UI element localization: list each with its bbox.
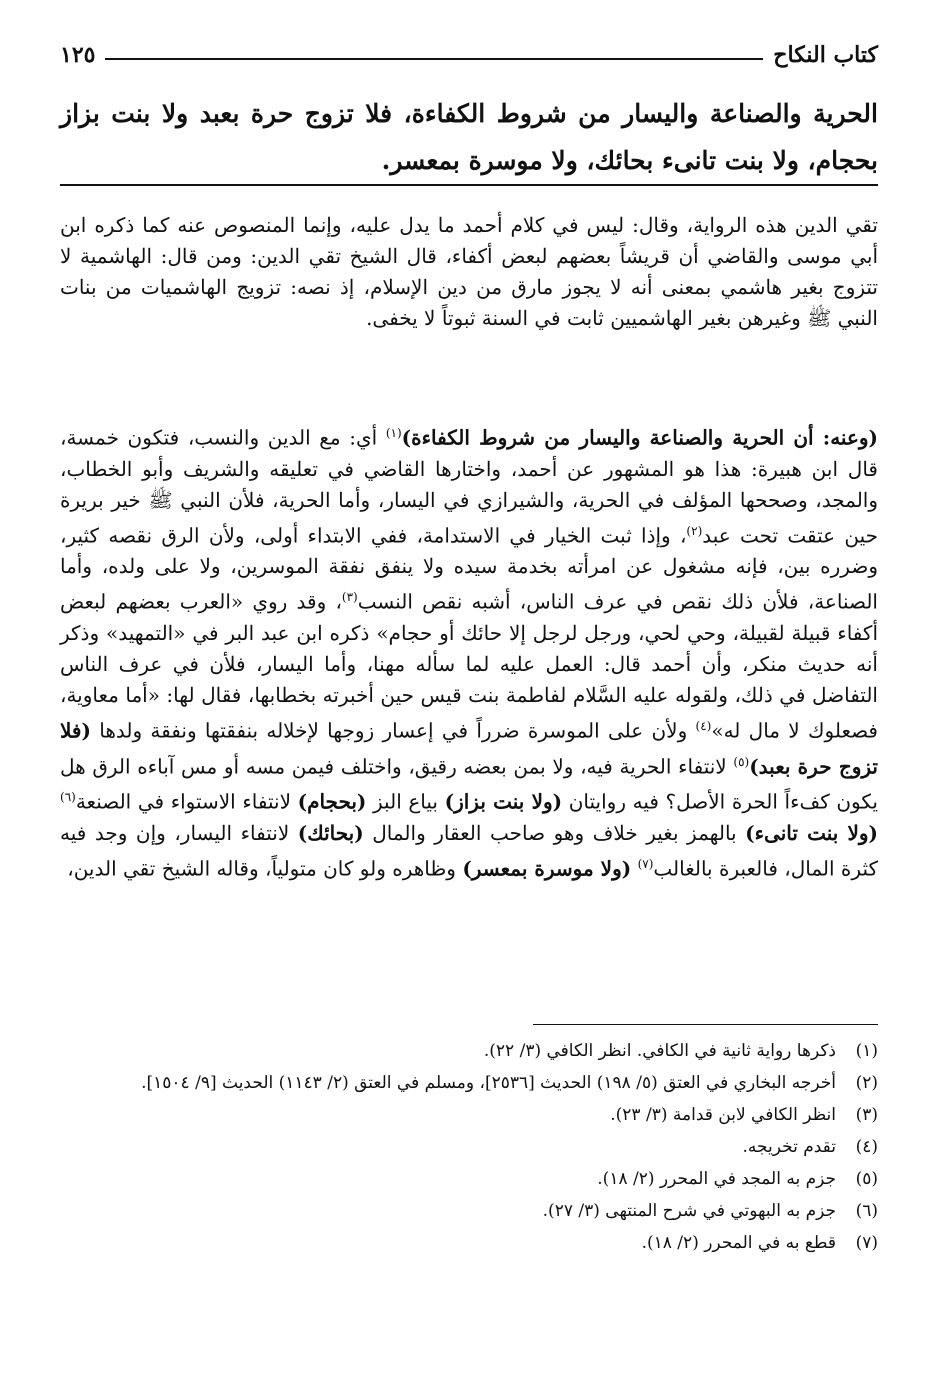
commentary-text: لانتفاء الحرية فيه، ولا بمن بعضه رقيق، واختلف فيمن مسه أو مس آباءه الرق هل يكون كفءاً الحرة الأصل؟ فيه روايتان (60, 754, 878, 814)
page-number: ١٢٥ (60, 42, 96, 68)
commentary-text: أي: مع الدين والنسب، فتكون خمسة، قال ابن هبيرة: هذا هو المشهور عن أحمد، واختارها القاضي في تعليقه والشريف وأبو الخطاب، والمجد، وصححها المؤلف في الحرية، والشيرازي في اليسار، وأما الحرية، فلأن النبي ﷺ خير بريرة حين عتقت تحت عبد (60, 425, 879, 548)
footnote-number: (٦) (855, 1201, 878, 1221)
commentary-paragraph-2 (60, 418, 878, 885)
commentary-text: ، وإذا ثبت الخيار في الاستدامة، ففي الابتداء أولى، ولأن الرق نقصه كثير، وضرره بين، فإنه مشغول عن امرأته بخدمة سيده ولا ينفق نفقة الموسرين، ولا على ولده، وأما الصناعة، فلأن ذلك نقص في عرف الناس، أشبه نقص النسب (60, 523, 878, 614)
book-page (60, 28, 878, 1358)
commentary-text: بياع البز (366, 789, 445, 814)
footnote-text: انظر الكافي لابن قدامة (٣/ ٢٣). (610, 1105, 836, 1125)
footnote (60, 1068, 878, 1098)
header-rule (105, 58, 763, 60)
footnote-number: (٣) (855, 1105, 878, 1125)
footnote-rule (533, 1024, 878, 1025)
commentary-text: لانتفاء اليسار، وإن وجد فيه كثرة المال، فالعبرة بالغالب (60, 820, 878, 881)
quoted-text: (ولا موسرة بمعسر) (462, 856, 632, 881)
commentary-text: بالهمز بغير خلاف وهو صاحب العقار والمال (363, 820, 746, 845)
commentary-text: لانتفاء الاستواء في الصنعة (75, 789, 298, 814)
quoted-text: (ولا بنت بزاز) (444, 789, 563, 814)
footnote (60, 1132, 878, 1162)
footnote-number: (١) (855, 1041, 878, 1061)
quoted-text: (فلا تزوج حرة بعبد) (60, 718, 879, 779)
footnote-ref: (٤) (695, 718, 712, 733)
footnote-text: تقدم تخريجه. (742, 1137, 836, 1157)
footnote-number: (٥) (855, 1169, 878, 1189)
footnote-text: جزم به المجد في المحرر (٢/ ١٨). (597, 1169, 836, 1189)
quoted-text: (ولا بنت تانىء) (745, 820, 878, 845)
footnote-number: (٢) (855, 1073, 878, 1093)
commentary-text: ولأن على الموسرة ضرراً في إعسار زوجها لإخلاله بنفقتها ونفقة ولدها (90, 718, 696, 743)
quoted-text: (وعنه: أن الحرية والصناعة واليسار من شروط الكفاءة) (401, 425, 879, 450)
footnote-ref: (٦) (60, 790, 76, 805)
footnote-number: (٤) (855, 1137, 878, 1157)
footnote (60, 1100, 878, 1130)
main-text-rule (60, 184, 878, 186)
quoted-text: (بحجام) (297, 789, 367, 814)
commentary-text: ، وقد روي «العرب بعضهم لبعض أكفاء قبيلة لقبيلة، وحي لحي، ورجل لرجل إلا حائك أو حجام» ذكره ابن عبد البر في «التمهيد» وذكر أنه حديث منكر، وأن أحمد قال: العمل عليه لما سأله مهنا، وأما اليسار، فلأن في عرف الناس التفاضل في ذلك، ولقوله عليه السَّلام لفاطمة بنت قيس حين أخبرته بخطابها، فقال لها: «أما معاوية، فصعلوك لا مال له» (60, 589, 878, 743)
footnote-text: ذكرها رواية ثانية في الكافي. انظر الكافي (٣/ ٢٢). (483, 1041, 836, 1061)
footnote-ref: (٧) (637, 856, 654, 871)
footnote-ref: (٥) (733, 754, 750, 769)
commentary-paragraph-1: تقي الدين هذه الرواية، وقال: ليس في كلام أحمد ما يدل عليه، وإنما المنصوص عنه كما ذكره ابن أبي موسى والقاضي أن قريشاً بعضهم لبعض أكفاء، قال الشيخ تقي الدين: ومن قال: الهاشمية لا تتزوج بغير هاشمي بمعنى أنه لا يجوز مارق من دين الإسلام، إذ نصه: تزويج الهاشميات من بنات النبي ﷺ وغيرهن بغير الهاشميين ثابت في السنة ثبوتاً لا يخفى. (60, 213, 878, 330)
footnote-text: جزم به البهوتي في شرح المنتهى (٣/ ٢٧). (542, 1201, 836, 1221)
footnote (60, 1228, 878, 1258)
footnote (60, 1164, 878, 1194)
footnote-ref: (٢) (686, 523, 703, 538)
running-title: كتاب النكاح (773, 42, 878, 68)
footnote-ref: (١) (385, 426, 402, 440)
page-header (60, 28, 878, 68)
footnote (60, 1036, 878, 1066)
footnote-ref: (٣) (341, 590, 358, 605)
commentary-text: وظاهره ولو كان متولياً، وقاله الشيخ تقي الدين، (67, 856, 463, 881)
footnote-text: قطع به في المحرر (٢/ ١٨). (641, 1233, 836, 1253)
footnotes-list (60, 1036, 878, 1260)
footnote (60, 1196, 878, 1226)
main-text: الحرية والصناعة واليسار من شروط الكفاءة، فلا تزوج حرة بعبد ولا بنت بزاز بحجام، ولا بنت تانىء بحائك، ولا موسرة بمعسر. (60, 99, 878, 175)
footnote-number: (٧) (855, 1233, 878, 1253)
quoted-text: (بحائك) (297, 820, 364, 845)
footnote-text: أخرجه البخاري في العتق (٥/ ١٩٨) الحديث [٢٥٣٦]، ومسلم في العتق (٢/ ١١٤٣) الحديث [٩/ ١٥٠٤]. (141, 1073, 836, 1093)
